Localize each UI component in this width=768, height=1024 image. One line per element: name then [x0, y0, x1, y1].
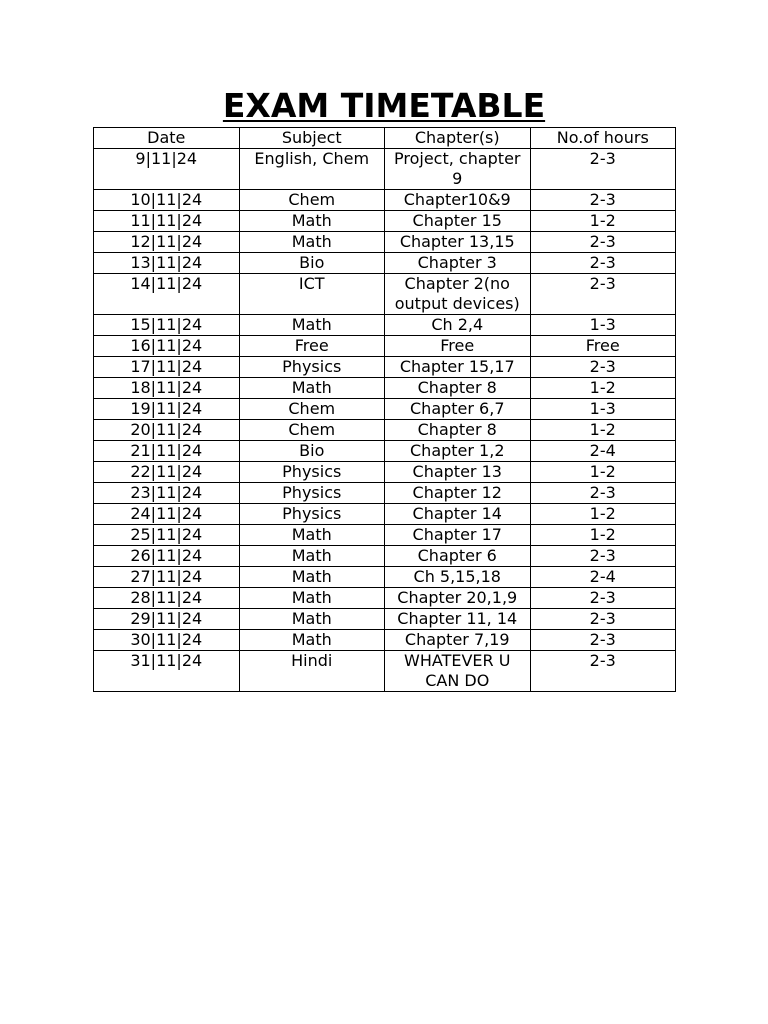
cell-subject: Hindi — [239, 651, 385, 692]
cell-date: 19|11|24 — [94, 399, 240, 420]
table-row — [94, 274, 676, 315]
cell-chapters: Chapter 2(no output devices) — [385, 274, 531, 315]
cell-hours: 2-4 — [530, 567, 676, 588]
cell-subject: Physics — [239, 483, 385, 504]
table-row — [94, 525, 676, 546]
cell-subject: Math — [239, 567, 385, 588]
cell-hours: 2-3 — [530, 630, 676, 651]
table-row — [94, 149, 676, 190]
cell-subject: Math — [239, 588, 385, 609]
cell-hours: 2-3 — [530, 253, 676, 274]
cell-hours: 2-3 — [530, 651, 676, 692]
table-row — [94, 567, 676, 588]
cell-chapters: Chapter 14 — [385, 504, 531, 525]
table-row — [94, 483, 676, 504]
cell-chapters: Chapter 15 — [385, 211, 531, 232]
cell-date: 13|11|24 — [94, 253, 240, 274]
cell-subject: Math — [239, 315, 385, 336]
cell-subject: Physics — [239, 504, 385, 525]
cell-chapters: Chapter 13 — [385, 462, 531, 483]
table-row — [94, 378, 676, 399]
cell-hours: 2-3 — [530, 357, 676, 378]
cell-date: 24|11|24 — [94, 504, 240, 525]
header-subject: Subject — [239, 128, 385, 149]
cell-hours: 2-3 — [530, 609, 676, 630]
cell-chapters: Chapter 17 — [385, 525, 531, 546]
cell-chapters: Chapter 8 — [385, 420, 531, 441]
cell-date: 28|11|24 — [94, 588, 240, 609]
table-row — [94, 546, 676, 567]
cell-date: 17|11|24 — [94, 357, 240, 378]
cell-subject: English, Chem — [239, 149, 385, 190]
cell-date: 25|11|24 — [94, 525, 240, 546]
cell-chapters: Chapter 3 — [385, 253, 531, 274]
header-date: Date — [94, 128, 240, 149]
header-hours: No.of hours — [530, 128, 676, 149]
cell-hours: Free — [530, 336, 676, 357]
cell-chapters: Chapter 1,2 — [385, 441, 531, 462]
cell-hours: 1-2 — [530, 378, 676, 399]
cell-chapters: Project, chapter 9 — [385, 149, 531, 190]
cell-hours: 2-4 — [530, 441, 676, 462]
cell-subject: Math — [239, 630, 385, 651]
cell-hours: 2-3 — [530, 232, 676, 253]
cell-subject: Chem — [239, 399, 385, 420]
cell-chapters: Chapter10&9 — [385, 190, 531, 211]
cell-date: 15|11|24 — [94, 315, 240, 336]
cell-date: 16|11|24 — [94, 336, 240, 357]
cell-hours: 1-2 — [530, 462, 676, 483]
cell-chapters: Chapter 6,7 — [385, 399, 531, 420]
cell-date: 29|11|24 — [94, 609, 240, 630]
cell-subject: Bio — [239, 441, 385, 462]
cell-date: 20|11|24 — [94, 420, 240, 441]
cell-hours: 1-3 — [530, 399, 676, 420]
page-title: EXAM TIMETABLE — [222, 86, 546, 125]
header-chapters: Chapter(s) — [385, 128, 531, 149]
cell-subject: Math — [239, 211, 385, 232]
cell-chapters: Ch 2,4 — [385, 315, 531, 336]
table-row — [94, 441, 676, 462]
cell-hours: 2-3 — [530, 190, 676, 211]
cell-hours: 2-3 — [530, 546, 676, 567]
cell-subject: Math — [239, 609, 385, 630]
cell-subject: ICT — [239, 274, 385, 315]
cell-date: 11|11|24 — [94, 211, 240, 232]
cell-subject: Math — [239, 232, 385, 253]
cell-hours: 1-2 — [530, 525, 676, 546]
cell-subject: Bio — [239, 253, 385, 274]
cell-subject: Physics — [239, 462, 385, 483]
cell-hours: 1-2 — [530, 420, 676, 441]
table-body — [94, 149, 676, 692]
table-row — [94, 462, 676, 483]
cell-date: 30|11|24 — [94, 630, 240, 651]
table-row — [94, 504, 676, 525]
cell-chapters: Chapter 6 — [385, 546, 531, 567]
cell-date: 23|11|24 — [94, 483, 240, 504]
cell-date: 26|11|24 — [94, 546, 240, 567]
cell-date: 21|11|24 — [94, 441, 240, 462]
cell-subject: Math — [239, 525, 385, 546]
cell-hours: 2-3 — [530, 149, 676, 190]
table-row — [94, 609, 676, 630]
cell-chapters: Chapter 15,17 — [385, 357, 531, 378]
cell-date: 27|11|24 — [94, 567, 240, 588]
cell-subject: Free — [239, 336, 385, 357]
table-row — [94, 588, 676, 609]
cell-date: 10|11|24 — [94, 190, 240, 211]
cell-date: 31|11|24 — [94, 651, 240, 692]
cell-date: 18|11|24 — [94, 378, 240, 399]
table-row — [94, 315, 676, 336]
table-row — [94, 420, 676, 441]
cell-hours: 1-2 — [530, 504, 676, 525]
cell-chapters: Chapter 11, 14 — [385, 609, 531, 630]
cell-chapters: Free — [385, 336, 531, 357]
cell-date: 22|11|24 — [94, 462, 240, 483]
cell-subject: Physics — [239, 357, 385, 378]
table-row — [94, 630, 676, 651]
table-row — [94, 357, 676, 378]
cell-chapters: Ch 5,15,18 — [385, 567, 531, 588]
cell-hours: 2-3 — [530, 483, 676, 504]
table-row — [94, 211, 676, 232]
cell-subject: Chem — [239, 190, 385, 211]
table-row — [94, 232, 676, 253]
cell-chapters: Chapter 7,19 — [385, 630, 531, 651]
cell-date: 9|11|24 — [94, 149, 240, 190]
exam-timetable — [93, 127, 676, 692]
table-row — [94, 399, 676, 420]
cell-date: 14|11|24 — [94, 274, 240, 315]
table-row — [94, 336, 676, 357]
cell-date: 12|11|24 — [94, 232, 240, 253]
cell-chapters: WHATEVER U CAN DO — [385, 651, 531, 692]
table-row — [94, 190, 676, 211]
cell-hours: 2-3 — [530, 588, 676, 609]
cell-subject: Math — [239, 378, 385, 399]
cell-chapters: Chapter 20,1,9 — [385, 588, 531, 609]
cell-chapters: Chapter 8 — [385, 378, 531, 399]
cell-hours: 1-3 — [530, 315, 676, 336]
table-row — [94, 253, 676, 274]
table-header-row — [94, 128, 676, 149]
cell-hours: 1-2 — [530, 211, 676, 232]
cell-subject: Chem — [239, 420, 385, 441]
table-row — [94, 651, 676, 692]
cell-subject: Math — [239, 546, 385, 567]
cell-chapters: Chapter 13,15 — [385, 232, 531, 253]
cell-hours: 2-3 — [530, 274, 676, 315]
cell-chapters: Chapter 12 — [385, 483, 531, 504]
